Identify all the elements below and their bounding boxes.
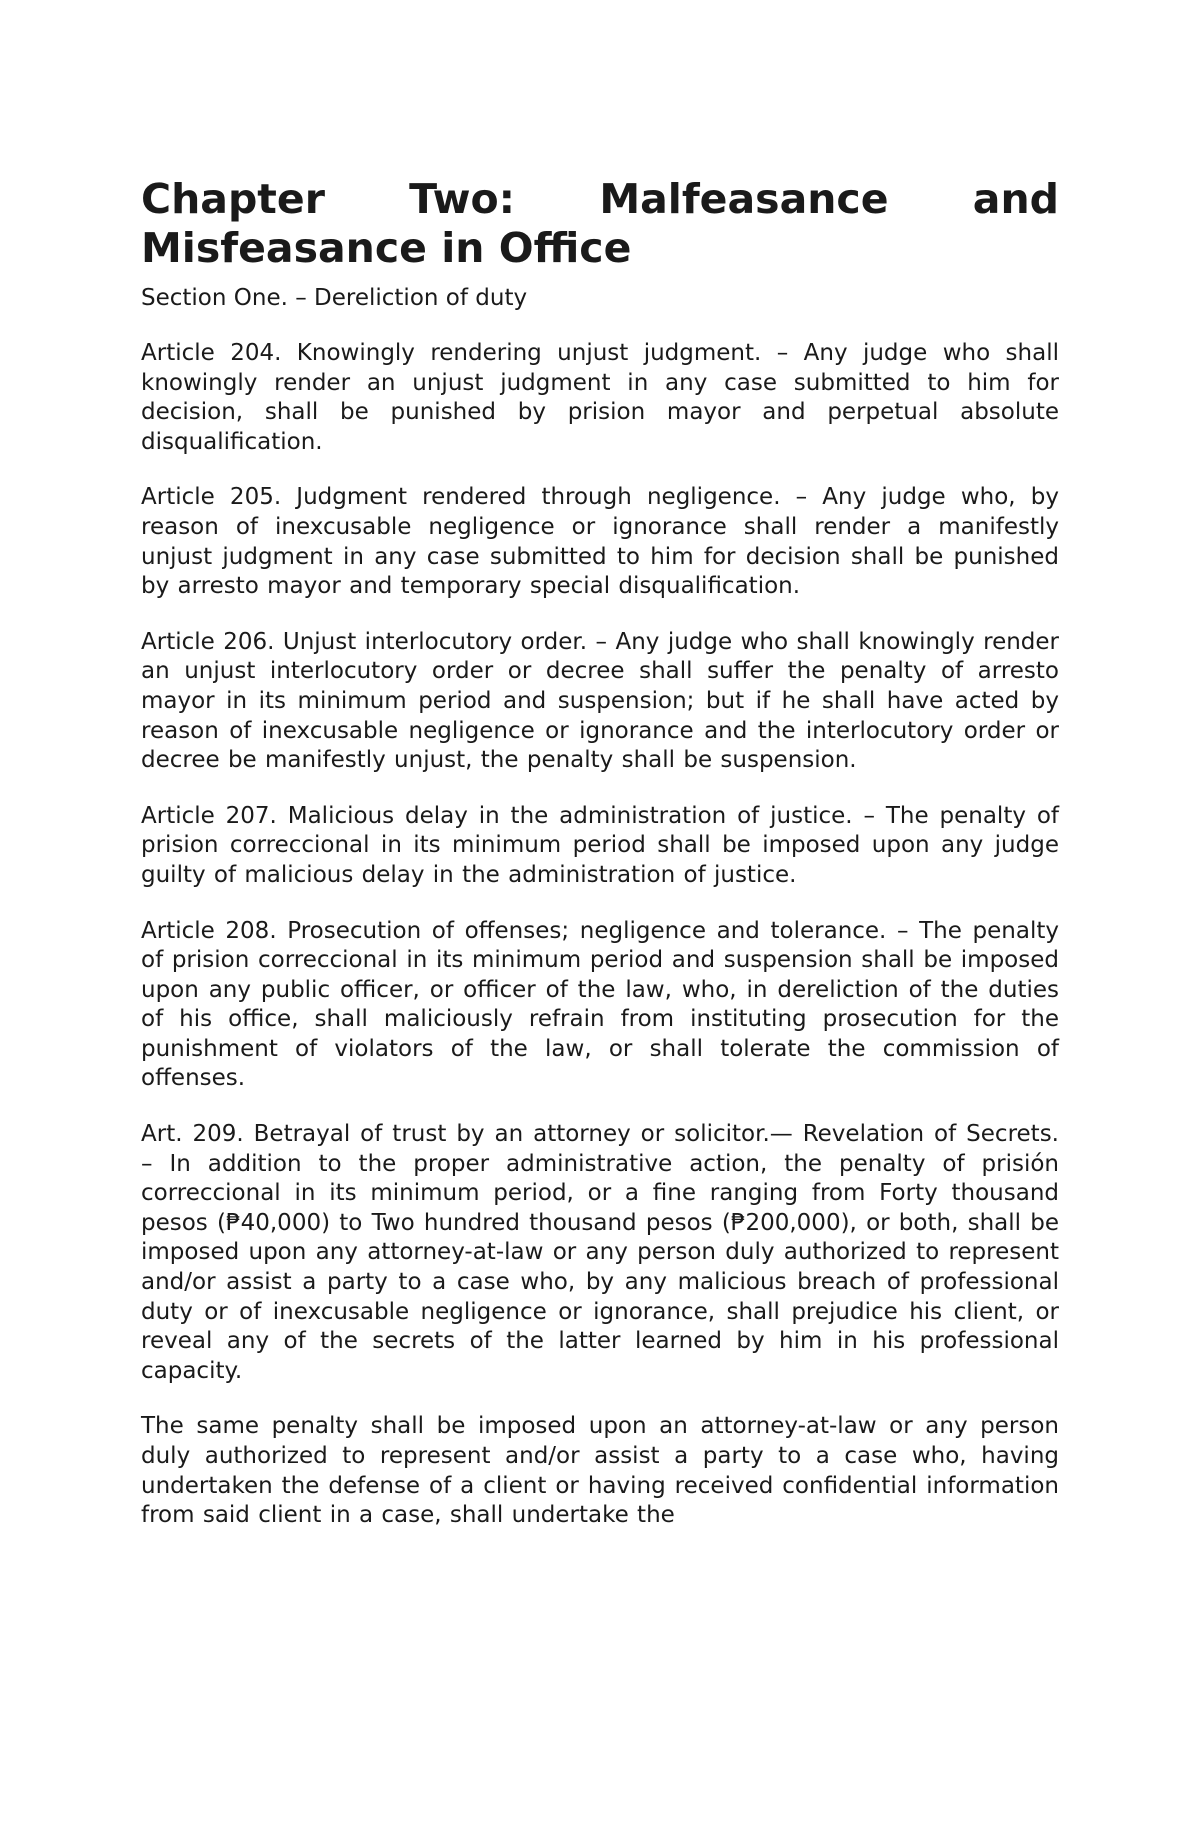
article-209-continuation-paragraph: The same penalty shall be imposed upon an attorney-at-law or any person duly authorized to represent and/or assist a party to a case who, having undertaken the defense of a client or having received confidential information from said client in a case, shall undertake the [141,1413,1059,1529]
article-209-paragraph: Art. 209. Betrayal of trust by an attorney or solicitor.— Revelation of Secrets. – In addition to the proper administrative action, the penalty of prisión correccional in its minimum period, or a fine ranging from Forty thousand pesos (₱40,000) to Two hundred thousand pesos (₱200,000), or both, shall be imposed upon any attorney-at-law or any person duly authorized to represent and/or assist a party to a case who, by any malicious breach of professional duty or of inexcusable negligence or ignorance, shall prejudice his client, or reveal any of the secrets of the latter learned by him in his professional capacity. [141,1121,1059,1384]
chapter-title-line-2: Misfeasance in Office [141,224,632,272]
document-page [141,175,1059,1531]
chapter-title [141,175,1059,273]
chapter-title-line-1: Chapter Two: Malfeasance and [141,175,1059,223]
article-204-paragraph: Article 204. Knowingly rendering unjust judgment. – Any judge who shall knowingly render an unjust judgment in any case submitted to him for decision, shall be punished by prision mayor and perpetual absolute disqualification. [141,340,1059,455]
article-207-paragraph: Article 207. Malicious delay in the administration of justice. – The penalty of prision correccional in its minimum period shall be imposed upon any judge guilty of malicious delay in the administration of justice. [141,802,1059,888]
article-206-paragraph: Article 206. Unjust interlocutory order. – Any judge who shall knowingly render an unjust interlocutory order or decree shall suffer the penalty of arresto mayor in its minimum period and suspension; but if he shall have acted by reason of inexcusable negligence or ignorance and the interlocutory order or decree be manifestly unjust, the penalty shall be suspension. [141,628,1059,774]
article-208-paragraph: Article 208. Prosecution of offenses; negligence and tolerance. – The penalty of prision correccional in its minimum period and suspension shall be imposed upon any public officer, or officer of the law, who, in dereliction of the duties of his office, shall maliciously refrain from instituting prosecution for the punishment of violators of the law, or shall tolerate the commission of offenses. [141,917,1059,1092]
article-205-paragraph: Article 205. Judgment rendered through negligence. – Any judge who, by reason of inexcusable negligence or ignorance shall render a manifestly unjust judgment in any case submitted to him for decision shall be punished by arresto mayor and temporary special disqualification. [141,484,1059,600]
section-heading: Section One. – Dereliction of duty [141,285,528,311]
